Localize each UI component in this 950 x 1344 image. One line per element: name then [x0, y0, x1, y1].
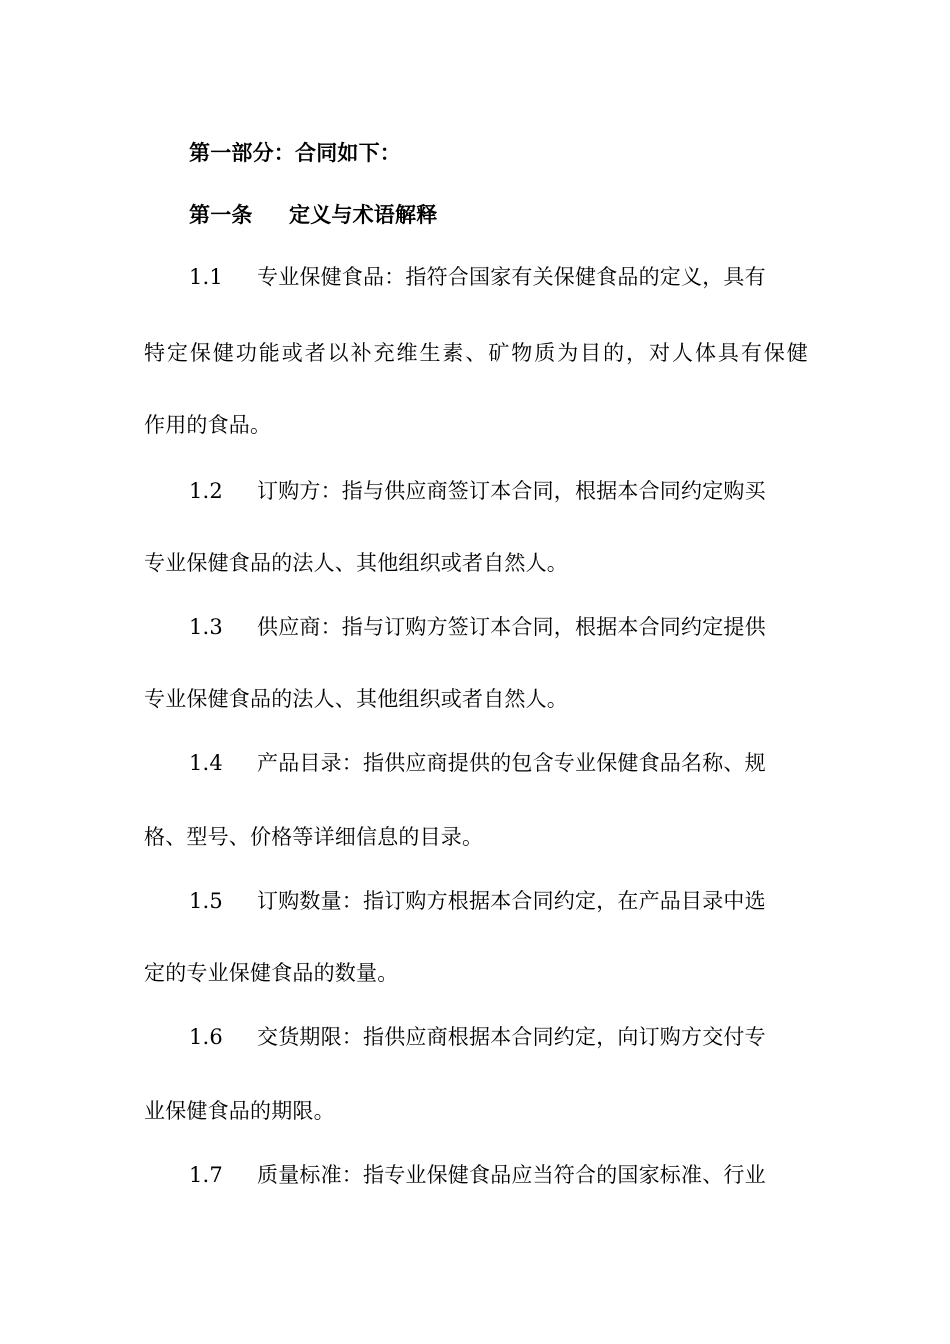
clause-1-4-first-line — [189, 748, 853, 778]
clause-text: 订购数量：指订购方根据本合同约定，在产品目录中选 — [257, 889, 766, 913]
clause-text: 专业保健食品：指符合国家有关保健食品的定义，具有 — [257, 265, 766, 289]
article-number: 第一条 — [189, 203, 253, 227]
clause-1-1-first-line — [189, 262, 853, 292]
article-title: 定义与术语解释 — [289, 203, 438, 227]
article-heading — [189, 200, 853, 230]
clause-1-3-first-line — [189, 612, 853, 642]
clause-number: 1.7 — [189, 1163, 223, 1187]
clause-1-6-line-2: 业保健食品的期限。 — [144, 1099, 335, 1123]
clause-number: 1.2 — [189, 479, 223, 503]
clause-1-3-line-2: 专业保健食品的法人、其他组织或者自然人。 — [144, 687, 568, 711]
clause-1-2-line-2: 专业保健食品的法人、其他组织或者自然人。 — [144, 551, 568, 575]
clause-text: 订购方：指与供应商签订本合同，根据本合同约定购买 — [257, 479, 766, 503]
clause-text: 供应商：指与订购方签订本合同，根据本合同约定提供 — [257, 615, 766, 639]
clause-number: 1.4 — [189, 751, 223, 775]
clause-number: 1.5 — [189, 889, 223, 913]
clause-text: 质量标准：指专业保健食品应当符合的国家标准、行业 — [257, 1163, 766, 1187]
clause-1-5-line-2: 定的专业保健食品的数量。 — [144, 961, 399, 985]
clause-1-4-line-2: 格、型号、价格等详细信息的目录。 — [144, 825, 484, 849]
clause-number: 1.1 — [189, 265, 223, 289]
clause-text: 交货期限：指供应商根据本合同约定，向订购方交付专 — [257, 1025, 766, 1049]
clause-1-7-first-line — [189, 1160, 853, 1190]
clause-number: 1.6 — [189, 1025, 223, 1049]
clause-text: 产品目录：指供应商提供的包含专业保健食品名称、规 — [257, 751, 766, 775]
clause-1-1-line-2: 特定保健功能或者以补充维生素、矿物质为目的，对人体具有保健 — [144, 341, 808, 365]
part-heading: 第一部分：合同如下： — [189, 141, 401, 165]
clause-1-5-first-line — [189, 886, 853, 916]
clause-1-2-first-line — [189, 476, 853, 506]
clause-number: 1.3 — [189, 615, 223, 639]
clause-1-1-line-3: 作用的食品。 — [144, 413, 272, 437]
clause-1-6-first-line — [189, 1022, 853, 1052]
